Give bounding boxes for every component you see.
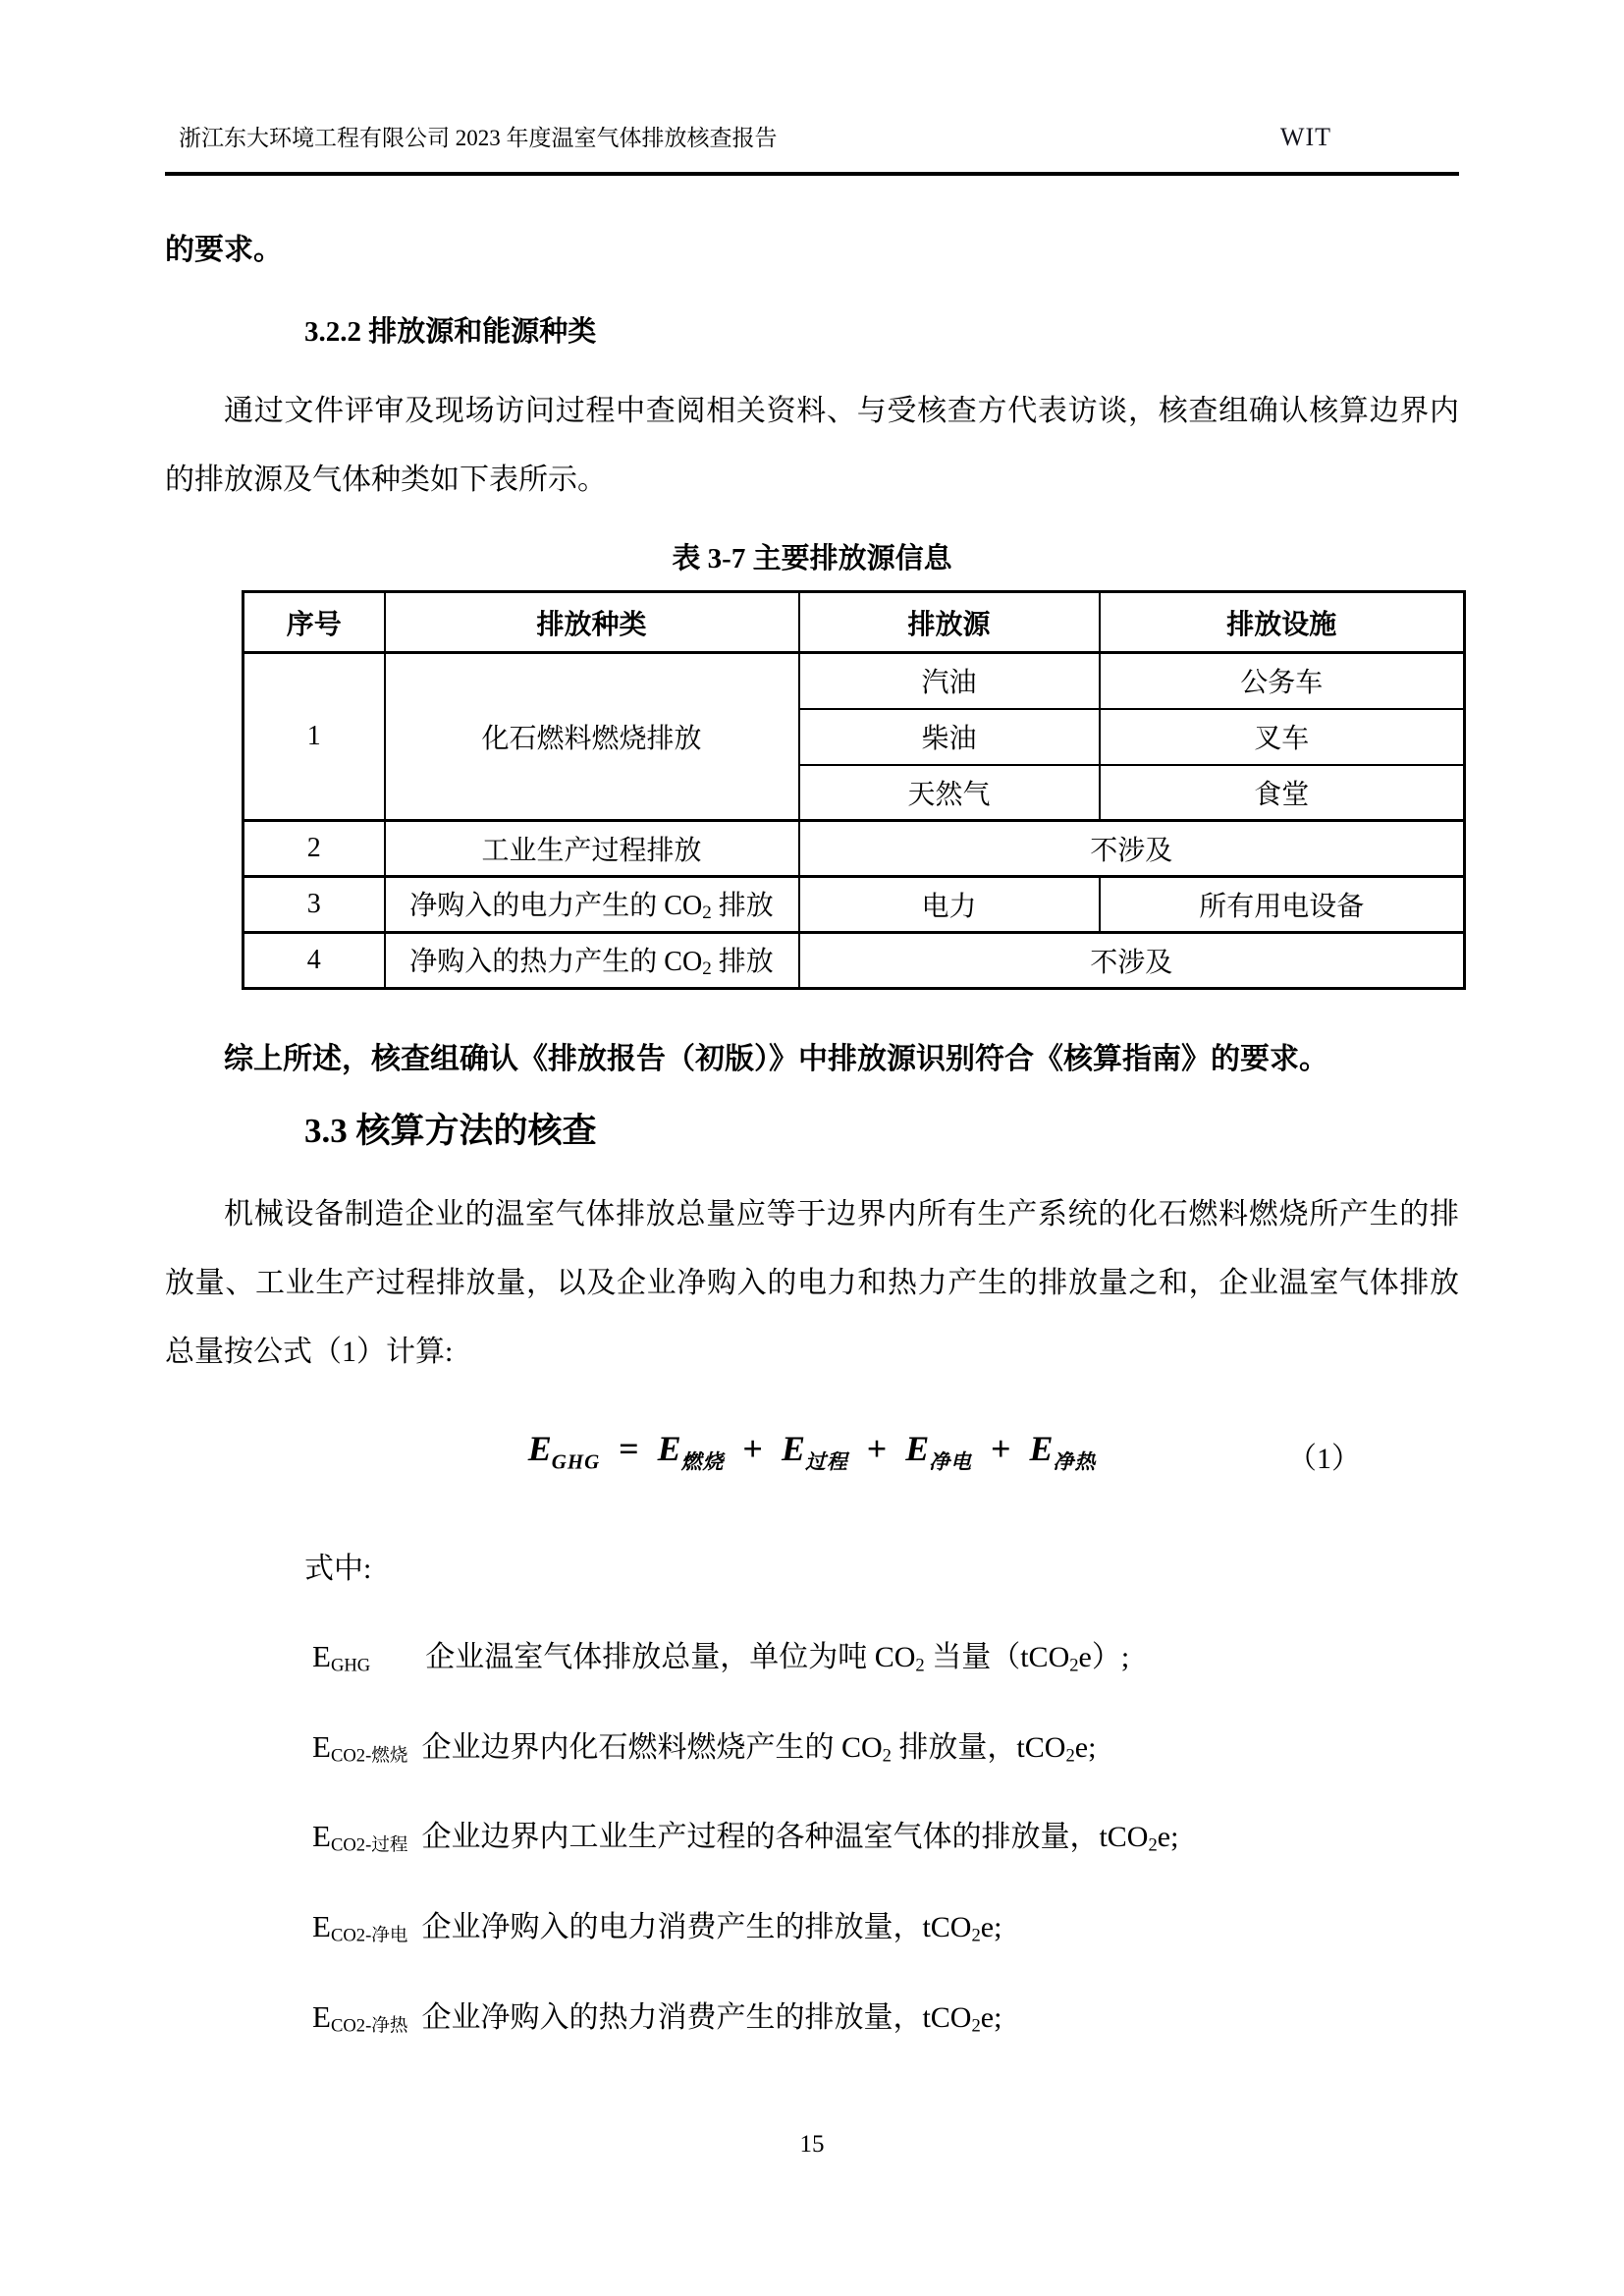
cell-row1-source-diesel: 柴油	[799, 709, 1100, 765]
paragraph-survey: 通过文件评审及现场访问过程中查阅相关资料、与受核查方代表访谈，核查组确认核算边界内的排放源及气体种类如下表所示。	[165, 395, 1459, 496]
cell-row3-source: 电力	[799, 877, 1100, 933]
formula-intro: 式中:	[304, 1553, 372, 1585]
cell-row2-kind: 工业生产过程排放	[385, 821, 799, 877]
cell-row1-facility-canteen: 食堂	[1100, 765, 1465, 821]
definition-eco2-process: ECO2-过程 企业边界内工业生产过程的各种温室气体的排放量，tCO2e;	[312, 1819, 1179, 1856]
col-header-source: 排放源	[799, 592, 1100, 653]
definition-term: ECO2-燃烧	[312, 1728, 408, 1767]
cell-row3-no: 3	[244, 877, 385, 933]
definition-term: ECO2-净热	[312, 1998, 408, 2037]
table-row	[244, 821, 1465, 877]
definition-eco2-net-electricity: ECO2-净电 企业净购入的电力消费产生的排放量，tCO2e;	[312, 1908, 1002, 1946]
table-row	[244, 877, 1465, 933]
definition-term: ECO2-净电	[312, 1908, 408, 1946]
definition-eco2-combustion: ECO2-燃烧 企业边界内化石燃料燃烧产生的 CO2 排放量，tCO2e;	[312, 1728, 1097, 1767]
col-header-kind: 排放种类	[385, 592, 799, 653]
table-title: 表 3-7 主要排放源信息	[672, 543, 952, 574]
cell-row2-no: 2	[244, 821, 385, 877]
cell-row1-source-gas: 天然气	[799, 765, 1100, 821]
page-number: 15	[799, 2131, 825, 2158]
definition-term: EGHG	[312, 1639, 371, 1676]
cell-row4-kind: 净购入的热力产生的 CO2 排放	[385, 933, 799, 989]
emissions-table	[242, 590, 1466, 990]
cell-row3-kind: 净购入的电力产生的 CO2 排放	[385, 877, 799, 933]
table-row	[244, 933, 1465, 989]
cell-row1-no: 1	[244, 653, 385, 821]
cell-row3-facility: 所有用电设备	[1100, 877, 1465, 933]
cell-row2-merged: 不涉及	[799, 821, 1465, 877]
col-header-index: 序号	[244, 592, 385, 653]
formula-block	[165, 1428, 1459, 1491]
header-logo: WIT	[1279, 123, 1331, 151]
cell-row1-facility-forklift: 叉车	[1100, 709, 1465, 765]
col-header-facility: 排放设施	[1100, 592, 1465, 653]
section-heading-33: 3.3 核算方法的核查	[304, 1112, 597, 1150]
cell-row4-merged: 不涉及	[799, 933, 1465, 989]
page-header	[165, 0, 1459, 176]
table-row	[244, 653, 1465, 709]
lead-paragraph: 的要求。	[165, 234, 283, 266]
co2-subscript: 2	[702, 958, 712, 980]
co2-subscript: 2	[702, 902, 712, 924]
table-header-row	[244, 592, 1465, 653]
cell-row1-facility-car: 公务车	[1100, 653, 1465, 709]
cell-row1-kind: 化石燃料燃烧排放	[385, 653, 799, 821]
paragraph-method: 机械设备制造企业的温室气体排放总量应等于边界内所有生产系统的化石燃料燃烧所产生的排放量、工业生产过程排放量，以及企业净购入的电力和热力产生的排放量之和，企业温室气体排放总量按公式（1）计算:	[165, 1198, 1459, 1368]
definition-term: ECO2-过程	[312, 1819, 408, 1856]
section-heading-322: 3.2.2 排放源和能源种类	[304, 316, 597, 348]
definition-eghg: EGHG 企业温室气体排放总量，单位为吨 CO2 当量（tCO2e）;	[312, 1639, 1130, 1676]
paragraph-summary: 综上所述，核查组确认《排放报告（初版）》中排放源识别符合《核算指南》的要求。	[224, 1043, 1328, 1075]
cell-row1-source-gasoline: 汽油	[799, 653, 1100, 709]
ghg-formula: $E_{GHG} = E_{燃烧} + E_{过程} + E_{净电} + E_{净热}$	[527, 1429, 1097, 1474]
cell-row4-no: 4	[244, 933, 385, 989]
formula-number: （1）	[1287, 1443, 1361, 1475]
header-title: 浙江东大环境工程有限公司 2023 年度温室气体排放核查报告	[179, 126, 778, 150]
definition-eco2-net-heat: ECO2-净热 企业净购入的热力消费产生的排放量，tCO2e;	[312, 1998, 1002, 2037]
